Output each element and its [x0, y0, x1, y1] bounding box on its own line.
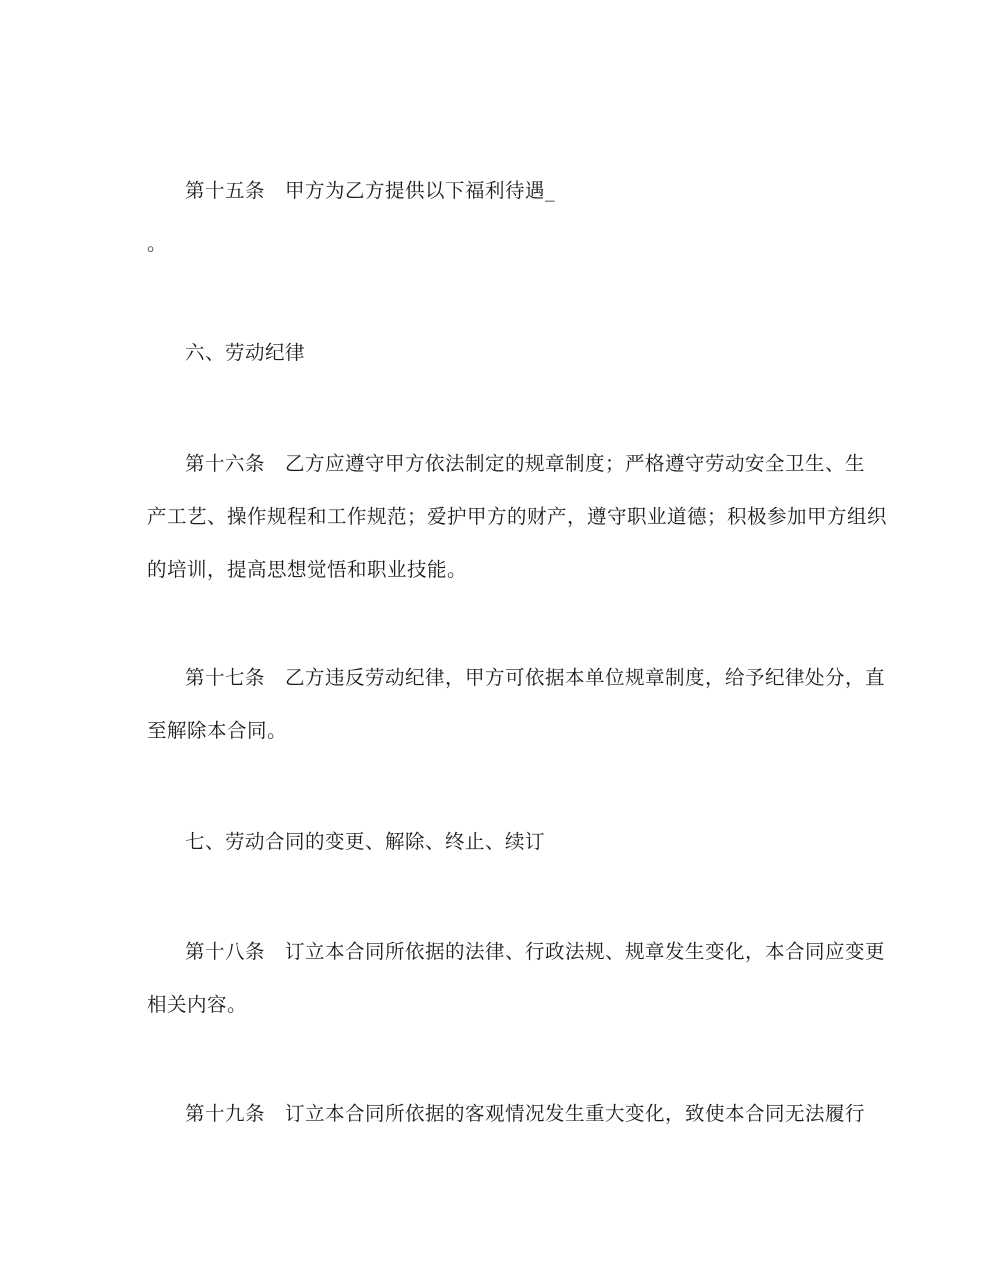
article-15-paragraph [147, 164, 847, 270]
paragraph-line: 产工艺、操作规程和工作规范；爱护甲方的财产，遵守职业道德；积极参加甲方组织 [147, 505, 888, 528]
paragraph-line: 至解除本合同。 [147, 719, 288, 742]
paragraph-line: 第十九条 订立本合同所依据的客观情况发生重大变化，致使本合同无法履行 [185, 1102, 866, 1125]
section-heading-text: 六、劳动纪律 [185, 341, 306, 364]
paragraph-line: 相关内容。 [147, 993, 248, 1016]
article-18-paragraph [147, 925, 886, 1031]
paragraph-line: 的培训，提高思想觉悟和职业技能。 [147, 558, 468, 581]
article-19-paragraph [147, 1087, 866, 1140]
article-16-paragraph [147, 437, 888, 596]
paragraph-line: 第十七条 乙方违反劳动纪律，甲方可依据本单位规章制度，给予纪律处分，直 [185, 666, 886, 689]
paragraph-line: 第十八条 订立本合同所依据的法律、行政法规、规章发生变化，本合同应变更 [185, 940, 886, 963]
paragraph-line: 第十六条 乙方应遵守甲方依法制定的规章制度；严格遵守劳动安全卫生、生 [185, 452, 866, 475]
section-6-heading [147, 326, 847, 379]
paragraph-line: 。 [147, 232, 168, 255]
article-17-paragraph [147, 651, 886, 757]
section-7-heading [147, 815, 847, 868]
paragraph-line: 第十五条 甲方为乙方提供以下福利待遇_ [185, 179, 556, 202]
section-heading-text: 七、劳动合同的变更、解除、终止、续订 [185, 830, 546, 853]
